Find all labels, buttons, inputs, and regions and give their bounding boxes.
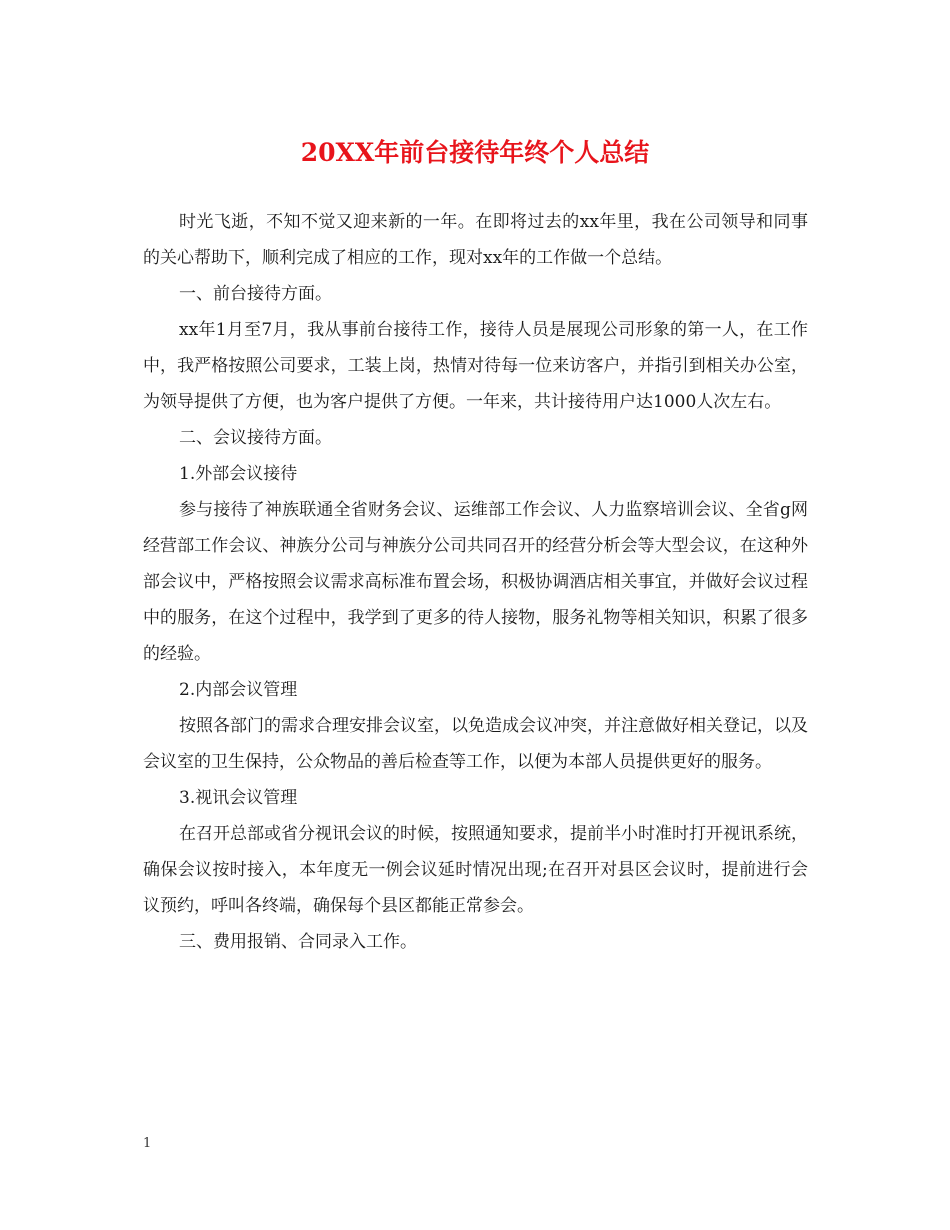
paragraph-external-meeting: 参与接待了神族联通全省财务会议、运维部工作会议、人力监察培训会议、全省g网经营部工作会议、神族分公司与神族分公司共同召开的经营分析会等大型会议，在这种外部会议中，严格按照会议需求高标准布置会场，积极协调酒店相关事宜，并做好会议过程中的服务，在这个过程中，我学到了更多的待人接物，服务礼物等相关知识，积累了很多的经验。 [143,500,808,664]
document-body [143,204,808,960]
section-heading-meeting: 二、会议接待方面。 [179,428,332,448]
paragraph-internal-meeting: 按照各部门的需求合理安排会议室，以免造成会议冲突，并注意做好相关登记，以及会议室的卫生保持，公众物品的善后检查等工作，以便为本部人员提供更好的服务。 [143,716,808,772]
paragraph-video-meeting: 在召开总部或省分视讯会议的时候，按照通知要求，提前半小时准时打开视讯系统，确保会议按时接入，本年度无一例会议延时情况出现;在召开对县区会议时，提前进行会议预约，呼叫各终端，确保每个县区都能正常参会。 [143,824,808,916]
paragraph-intro: 时光飞逝，不知不觉又迎来新的一年。在即将过去的xx年里，我在公司领导和同事的关心帮助下，顺利完成了相应的工作，现对xx年的工作做一个总结。 [143,212,808,268]
subheading-internal-meeting: 2.内部会议管理 [179,680,298,700]
paragraph-reception: xx年1月至7月，我从事前台接待工作，接待人员是展现公司形象的第一人，在工作中，我严格按照公司要求，工装上岗，热情对待每一位来访客户，并指引到相关办公室，为领导提供了方便，也为客户提供了方便。一年来，共计接待用户达1000人次左右。 [143,320,808,412]
section-heading-expenses: 三、费用报销、合同录入工作。 [179,932,417,952]
subheading-video-meeting: 3.视讯会议管理 [179,788,298,808]
subheading-external-meeting: 1.外部会议接待 [179,464,298,484]
page-number: 1 [143,1136,152,1151]
section-heading-reception: 一、前台接待方面。 [179,284,332,304]
document-title: 20XX年前台接待年终个人总结 [300,138,650,167]
